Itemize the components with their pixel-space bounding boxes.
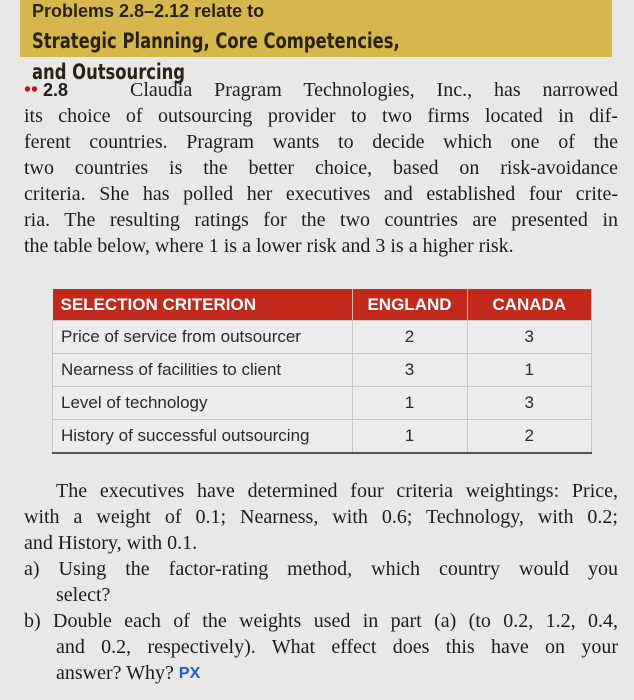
part-b-text: answer? Why? xyxy=(56,662,174,684)
table-row xyxy=(53,354,592,387)
followup-line: with a weight of 0.1; Nearness, with 0.6; Technology, with 0.2; xyxy=(24,506,618,528)
cell-canada: 1 xyxy=(467,354,592,387)
difficulty-dots: •• xyxy=(24,79,39,101)
part-a-line: select? xyxy=(56,584,111,606)
px-badge-icon[interactable]: PX xyxy=(178,665,201,683)
cell-criterion: Level of technology xyxy=(53,387,353,420)
problem-line: its choice of outsourcing provider to two firms located in dif- xyxy=(24,105,618,127)
cell-england: 1 xyxy=(352,387,467,420)
cell-criterion: History of successful outsourcing xyxy=(53,420,353,454)
problem-line: the table below, where 1 is a lower risk and 3 is a higher risk. xyxy=(24,235,514,257)
header-topic-2: and Outsourcing xyxy=(32,60,186,84)
part-a-line: a) Using the factor-rating method, which country would you xyxy=(24,558,618,580)
cell-canada: 3 xyxy=(467,321,592,354)
cell-england: 3 xyxy=(352,354,467,387)
followup-line: and History, with 0.1. xyxy=(24,532,198,554)
table-header-row xyxy=(53,289,592,321)
followup-line: The executives have determined four criteria weightings: Price, xyxy=(56,480,618,502)
followup-text xyxy=(24,478,618,687)
cell-england: 1 xyxy=(352,420,467,454)
table-row xyxy=(53,387,592,420)
header-lead: Problems 2.8–2.12 relate to xyxy=(32,1,265,21)
part-b-line: b) Double each of the weights used in part (a) (to 0.2, 1.2, 0.4, xyxy=(24,610,618,632)
table-row xyxy=(53,420,592,454)
cell-canada: 2 xyxy=(467,420,592,454)
col-canada: CANADA xyxy=(467,289,592,321)
problem-line xyxy=(24,77,618,103)
header-topic-1: Strategic Planning, Core Competencies, xyxy=(32,29,400,53)
problem-text xyxy=(24,77,618,259)
ratings-table xyxy=(52,289,592,454)
problem-line: ferent countries. Pragram wants to decide which one of the xyxy=(24,131,618,153)
problem-line: ria. The resulting ratings for the two countries are presented in xyxy=(24,209,618,231)
part-b-line xyxy=(24,660,618,687)
part-b-line: and 0.2, respectively). What effect does this have on your xyxy=(56,636,618,658)
problem-number: 2.8 xyxy=(43,80,69,100)
cell-criterion: Price of service from outsourcer xyxy=(53,321,353,354)
cell-criterion: Nearness of facilities to client xyxy=(53,354,353,387)
col-criterion: SELECTION CRITERION xyxy=(53,289,353,321)
problem-line: two countries is the better choice, based on risk-avoidance xyxy=(24,157,618,179)
cell-england: 2 xyxy=(352,321,467,354)
problem-line-text: Claudia Pragram Technologies, Inc., has narrowed xyxy=(130,79,618,101)
section-header xyxy=(32,0,612,88)
table-row xyxy=(53,321,592,354)
cell-canada: 3 xyxy=(467,387,592,420)
problem-line: criteria. She has polled her executives and established four crite- xyxy=(24,183,618,205)
col-england: ENGLAND xyxy=(352,289,467,321)
